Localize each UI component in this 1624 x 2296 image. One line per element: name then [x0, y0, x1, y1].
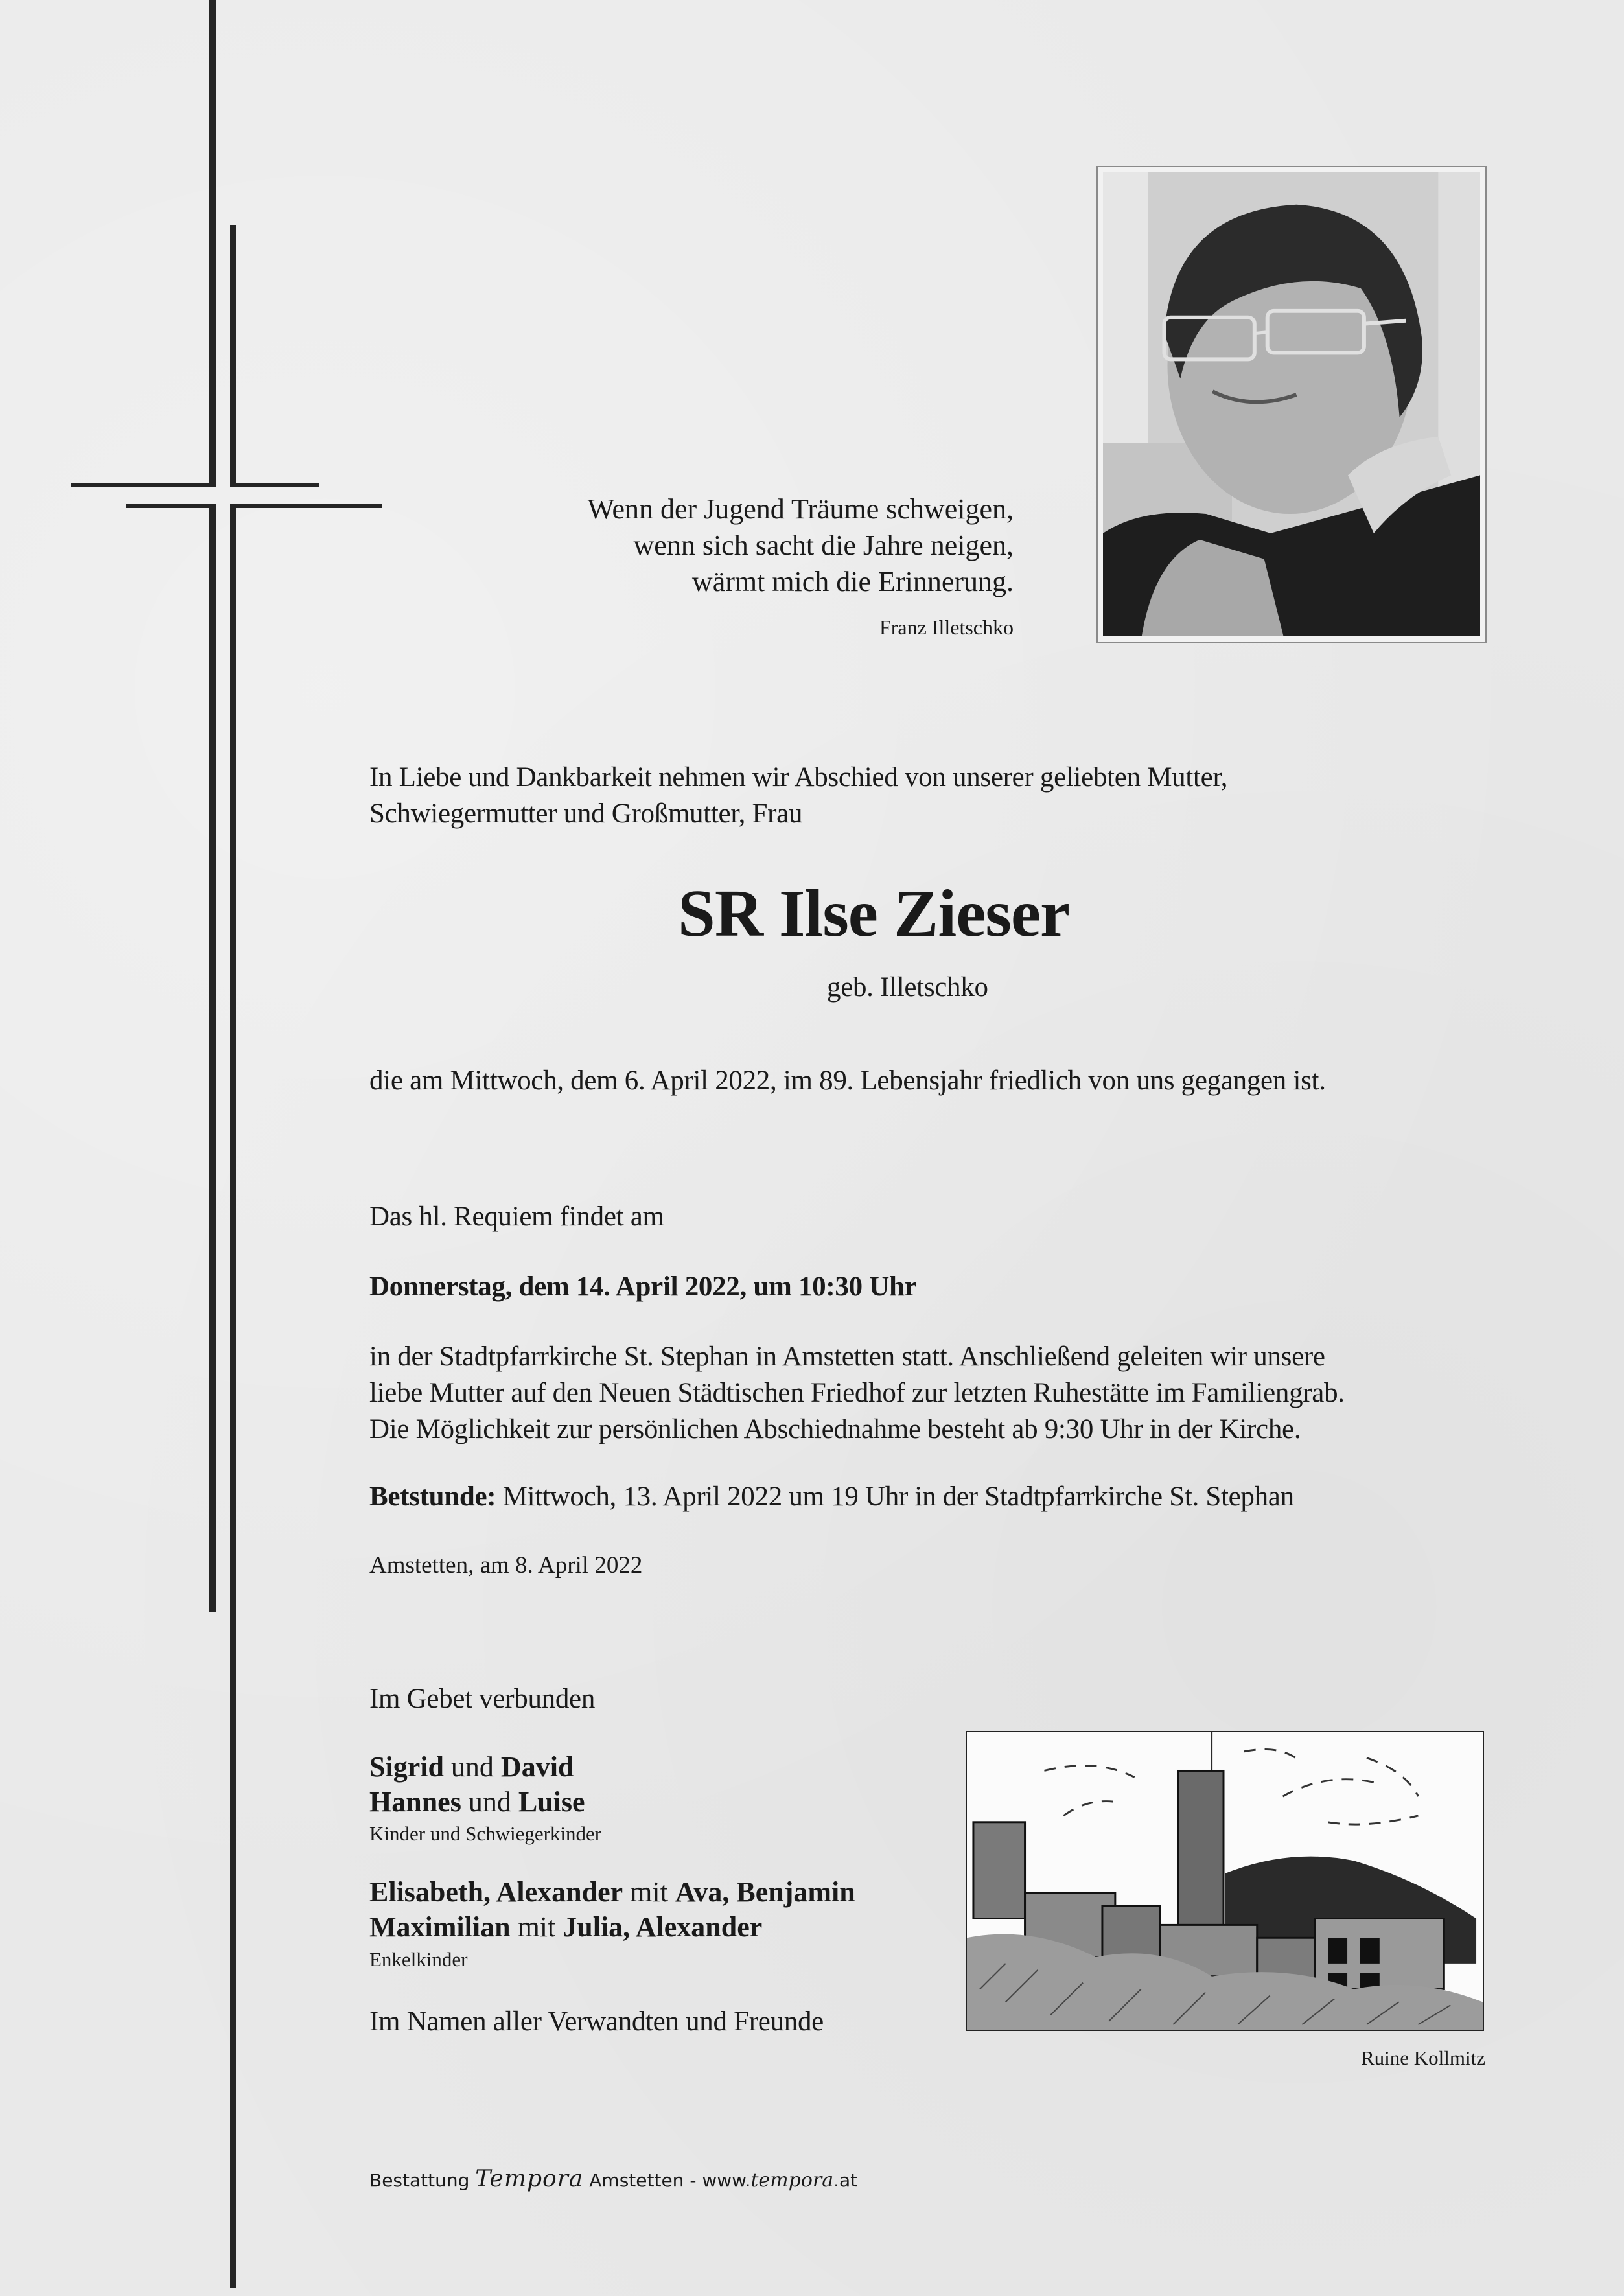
cross-right-vertical-lower: [230, 508, 236, 2288]
mourner-name: Maximilian: [369, 1911, 511, 1943]
sketch-caption: Ruine Kollmitz: [1360, 2047, 1485, 2069]
cross-lower-right-arm: [230, 504, 382, 508]
mourner-name: Ava, Benjamin: [675, 1876, 855, 1908]
deceased-birth-name: geb. Illetschko: [827, 972, 988, 1003]
mourner-name: Luise: [518, 1786, 585, 1818]
mourner-name: Sigrid: [369, 1751, 444, 1783]
footer-url-brand[interactable]: tempora: [750, 2169, 834, 2192]
cross-upper-left-arm: [71, 483, 216, 487]
requiem-detail-line: Die Möglichkeit zur persönlichen Abschiednahme besteht ab 9:30 Uhr in der Kirche.: [369, 1414, 1301, 1444]
portrait-photo: [1103, 172, 1480, 636]
children-list: [369, 1750, 585, 1820]
deceased-name: SR Ilse Zieser: [678, 876, 1070, 951]
grandchildren-label: Enkelkinder: [369, 1948, 468, 1971]
mourner-name: David: [500, 1751, 574, 1783]
portrait-photo-frame: [1096, 166, 1487, 643]
grandchildren-row: [369, 1875, 855, 1910]
grandchildren-list: [369, 1875, 855, 1945]
requiem-detail-line: in der Stadtpfarrkirche St. Stephan in Amstetten statt. Anschließend geleiten wir unsere: [369, 1341, 1325, 1372]
portrait-illustration-icon: [1103, 172, 1480, 636]
mourner-name: Hannes: [369, 1786, 461, 1818]
children-row: [369, 1750, 585, 1785]
poem-line: wenn sich sacht die Jahre neigen,: [633, 529, 1014, 561]
cross-lower-left-arm: [126, 504, 216, 508]
intro-text: [369, 760, 1227, 832]
cross-right-vertical: [230, 225, 236, 487]
children-label: Kinder und Schwiegerkinder: [369, 1822, 602, 1845]
requiem-details: [369, 1339, 1345, 1448]
conjunction: mit: [510, 1911, 563, 1943]
mourner-name: Julia, Alexander: [563, 1911, 763, 1943]
poem-author: Franz Illetschko: [879, 616, 1014, 639]
intro-line-2: Schwiegermutter und Großmutter, Frau: [369, 798, 803, 829]
footer-url-suffix: .at: [833, 2170, 858, 2191]
requiem-detail-line: liebe Mutter auf den Neuen Städtischen Friedhof zur letzten Ruhestätte im Familiengrab.: [369, 1378, 1345, 1408]
mourners-closing: Im Namen aller Verwandten und Freunde: [369, 2006, 824, 2037]
poem: [587, 491, 1014, 600]
grandchildren-row: [369, 1910, 855, 1945]
footer-middle: Amstetten - www.: [583, 2170, 751, 2191]
poem-line: wärmt mich die Erinnerung.: [691, 566, 1014, 597]
poem-line: Wenn der Jugend Träume schweigen,: [587, 493, 1014, 525]
prayer-hour-text: Mittwoch, 13. April 2022 um 19 Uhr in der Stadtpfarrkirche St. Stephan: [496, 1481, 1294, 1512]
cross-left-vertical: [209, 0, 216, 487]
prayer-hour-label: Betstunde:: [369, 1481, 496, 1512]
conjunction: und: [461, 1786, 518, 1818]
children-row: [369, 1785, 585, 1820]
prayer-hour: [369, 1479, 1294, 1515]
death-notice: die am Mittwoch, dem 6. April 2022, im 89. Lebensjahr friedlich von uns gegangen ist.: [369, 1065, 1326, 1096]
castle-sketch: [966, 1731, 1484, 2031]
cross-upper-right-arm: [230, 483, 319, 487]
footer-brand-logo: Tempora: [475, 2166, 584, 2192]
conjunction: mit: [623, 1876, 675, 1908]
mourner-name: Elisabeth, Alexander: [369, 1876, 623, 1908]
requiem-intro: Das hl. Requiem findet am: [369, 1201, 664, 1232]
castle-ruin-illustration-icon: [967, 1732, 1483, 2030]
requiem-datetime: Donnerstag, dem 14. April 2022, um 10:30 Uhr: [369, 1271, 917, 1302]
cross-left-vertical-lower: [209, 508, 216, 1612]
conjunction: und: [443, 1751, 501, 1783]
intro-line-1: In Liebe und Dankbarkeit nehmen wir Abschied von unserer geliebten Mutter,: [369, 762, 1228, 793]
funeral-home-footer: [369, 2166, 857, 2192]
place-date: Amstetten, am 8. April 2022: [369, 1552, 643, 1579]
footer-prefix: Bestattung: [369, 2170, 476, 2191]
mourners-heading: Im Gebet verbunden: [369, 1684, 596, 1714]
